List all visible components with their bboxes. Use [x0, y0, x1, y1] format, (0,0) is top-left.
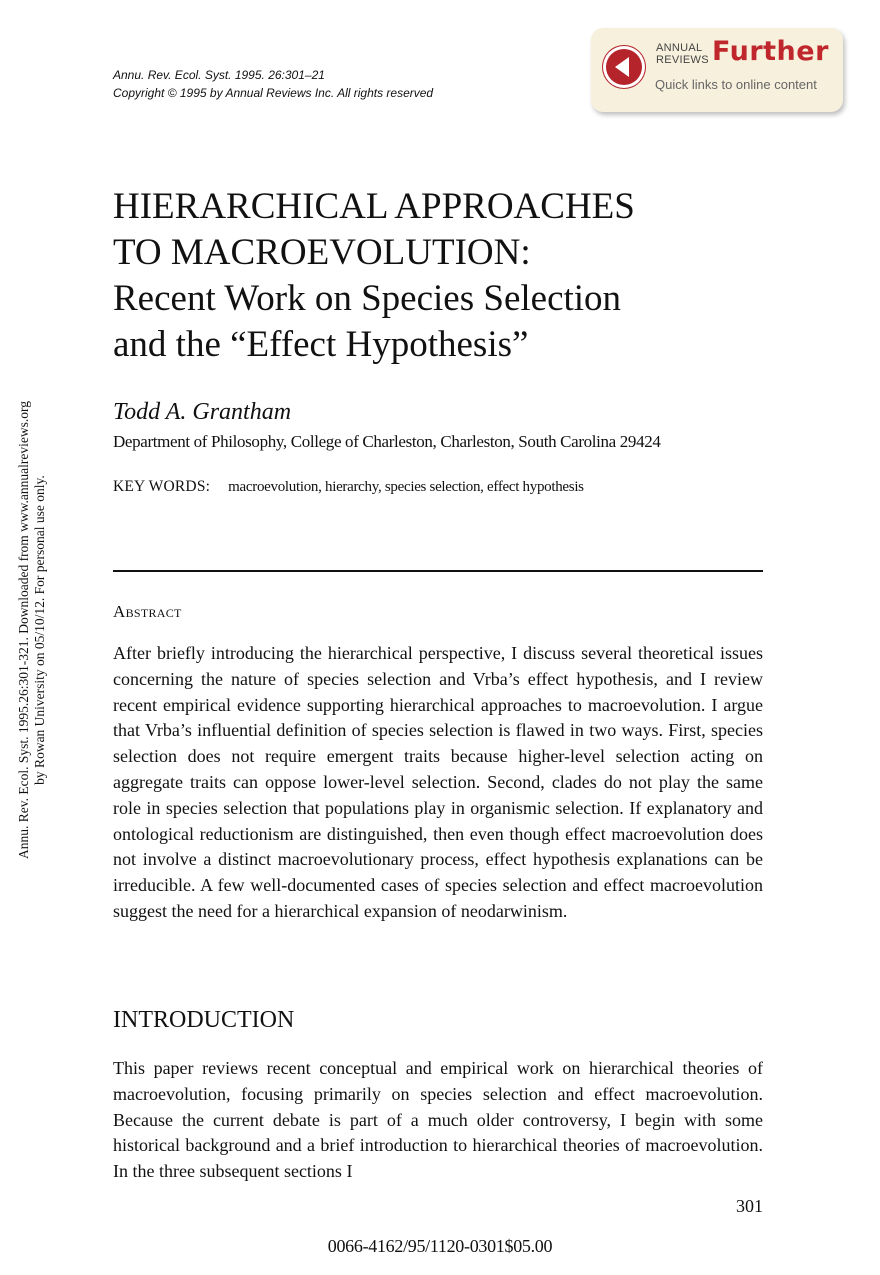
article-code: 0066-4162/95/1120-0301$05.00	[327, 1236, 553, 1256]
title-line: and the “Effect Hypothesis”	[113, 324, 529, 365]
abstract-heading: Abstract	[113, 602, 182, 621]
back-arrow-icon	[603, 46, 645, 88]
keywords	[113, 478, 584, 496]
author-name: Todd A. Grantham	[113, 399, 292, 425]
citation-line: Annu. Rev. Ecol. Syst. 1995. 26:301–21	[113, 68, 325, 82]
copyright-line: Copyright © 1995 by Annual Reviews Inc. All rights reserved	[113, 86, 434, 100]
journal-citation	[113, 66, 433, 102]
page-number: 301	[736, 1196, 763, 1216]
title-line: TO MACROEVOLUTION:	[113, 232, 531, 273]
further-subtitle: Quick links to online content	[655, 77, 817, 92]
keywords-label: KEY WORDS:	[113, 478, 211, 495]
download-notice	[16, 340, 48, 920]
title-line: HIERARCHICAL APPROACHES	[113, 186, 635, 227]
reviews-label: REVIEWS	[656, 54, 709, 66]
introduction-text: This paper reviews recent conceptual and empirical work on hierarchical theories of macroevolution, focusing primarily on species selection and effect macroevolution. Because the current debate is part of a much older controversy, I begin with some historical background and a brief introduction to hierarchical theories of macroevolution. In the three subsequent sections I	[113, 1058, 763, 1182]
annual-label: ANNUAL	[656, 42, 703, 54]
article-title	[113, 184, 753, 368]
introduction-heading: INTRODUCTION	[113, 1007, 295, 1033]
further-badge[interactable]	[591, 28, 843, 112]
author-affiliation: Department of Philosophy, College of Charleston, Charleston, South Carolina 29424	[113, 432, 661, 451]
title-line: Recent Work on Species Selection	[113, 278, 622, 319]
download-notice-line-2: by Rowan University on 05/10/12. For personal use only.	[32, 475, 47, 785]
annual-reviews-wordmark	[656, 42, 709, 66]
download-notice-line-1: Annu. Rev. Ecol. Syst. 1995.26:301-321. Downloaded from www.annualreviews.org	[16, 400, 31, 860]
section-divider	[113, 570, 763, 572]
further-label: Further	[712, 36, 829, 67]
abstract-text: After briefly introducing the hierarchical perspective, I discuss several theoretical issues concerning the nature of species selection and Vrba’s effect hypothesis, and I review recent empirical evidence supporting hierarchical approaches to macroevolution. I argue that Vrba’s influential definition of species selection is flawed in two ways. First, species selection does not require emergent traits because higher-level selection acting on aggregate traits can oppose lower-level selection. Second, clades do not play the same role in species selection that populations play in organismic selection. If explanatory and ontological reductionism are distinguished, then even though effect macroevolution does not involve a distinct macroevolutionary process, effect hypothesis explanations can be irreducible. A few well-documented cases of species selection and effect macroevolution suggest the need for a hierarchical expansion of neodarwinism.	[113, 643, 763, 921]
keywords-list: macroevolution, hierarchy, species selection, effect hypothesis	[228, 479, 584, 495]
